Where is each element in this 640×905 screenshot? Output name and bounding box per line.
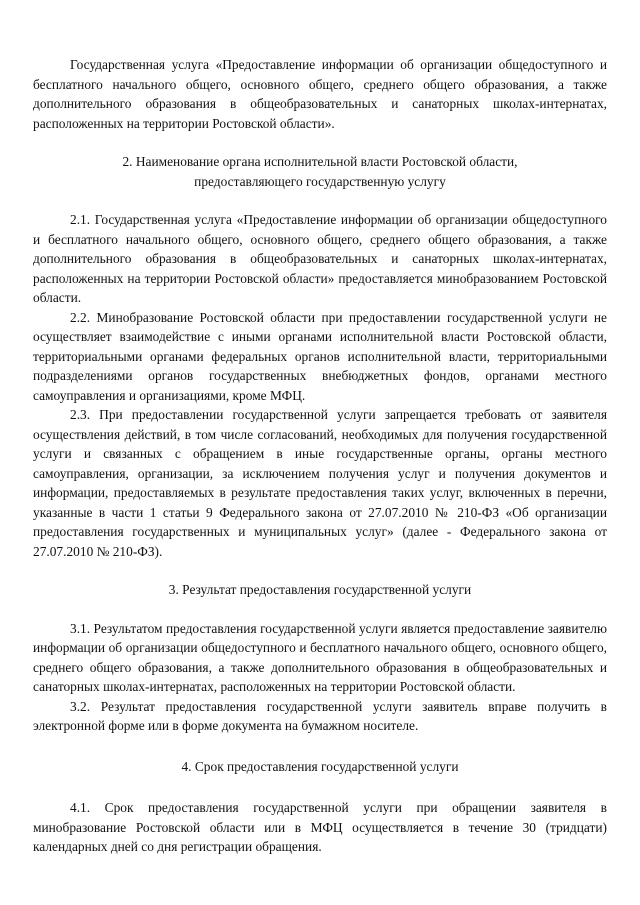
paragraph-2-3: 2.3. При предоставлении государственной услуги запрещается требовать от заявителя осуществления действий, в том числе согласований, необходимых для получения государственной услуги и связанных с обращением в иные государственные органы, органы местного самоуправления, организации, за исключением получения услуг и получения документов и информации, предоставляемых в результате предоставления таких услуг, включенных в перечни, указанные в части 1 статьи 9 Федерального закона от 27.07.2010 № 210-ФЗ «Об организации предоставления государственных и муниципальных услуг» (далее - Федерального закона от 27.07.2010 № 210-ФЗ). (33, 407, 607, 559)
section-2-heading (33, 152, 607, 191)
paragraph-3-2: 3.2. Результат предоставления государственной услуги заявитель вправе получить в электронной форме или в форме документа на бумажном носителе. (33, 698, 607, 733)
paragraph-3-1: 3.1. Результатом предоставления государственной услуги является предоставление заявителю информации об организации общедоступного и бесплатного начального общего, основного общего, среднего общего образования, а также дополнительного образования в общеобразовательных и санаторных школах-интернатах, расположенных на территории Ростовской области. (33, 620, 607, 694)
paragraph-2-2: 2.2. Минобразование Ростовской области при предоставлении государственной услуги не осуществляет взаимодействие с иными органами исполнительной власти Ростовской области, территориальными органами федеральных органов исполнительной власти, территориальными подразделениями органов государственных внебюджетных фондов, органами местного самоуправления и организациями, кроме МФЦ. (33, 309, 607, 403)
document-page (33, 55, 607, 857)
section-2-heading-line-2: предоставляющего государственную услугу (194, 173, 446, 189)
paragraph-4-1: 4.1. Срок предоставления государственной услуги при обращении заявителя в минобразование Ростовской области или в МФЦ осуществляется в течение 30 (тридцати) календарных дней со дня регистрации обращения. (33, 800, 607, 854)
section-3-heading: 3. Результат предоставления государственной услуги (168, 582, 472, 597)
paragraph-2-1: 2.1. Государственная услуга «Предоставление информации об организации общедоступного и бесплатного начального общего, основного общего, среднего общего образования, а также дополнительного образования в общеобразовательных и санаторных школах-интернатах, расположенных на территории Ростовской области» предоставляется минобразованием Ростовской области. (33, 212, 607, 305)
section-4-heading: 4. Срок предоставления государственной услуги (181, 758, 459, 774)
intro-paragraph: Государственная услуга «Предоставление информации об организации общедоступного и бесплатного начального общего, основного общего, среднего общего образования, а также дополнительного образования в общеобразовательных и санаторных школах-интернатах, расположенных на территории Ростовской области». (33, 57, 607, 131)
section-2-heading-line-1: 2. Наименование органа исполнительной власти Ростовской области, (122, 154, 518, 169)
